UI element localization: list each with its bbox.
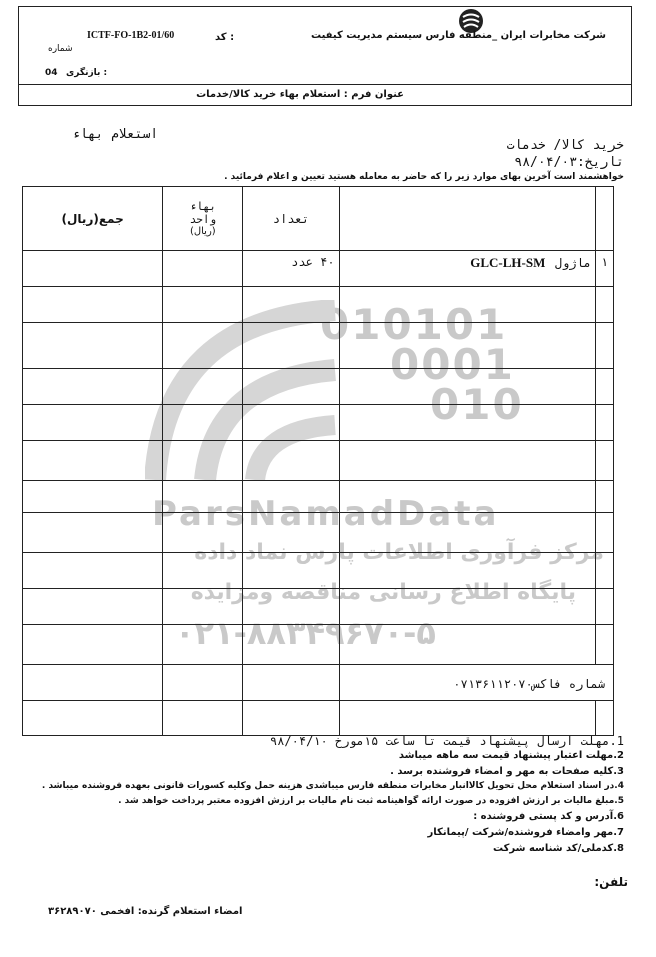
revision-value: 04 — [45, 68, 58, 78]
row1-num: ۱ — [600, 255, 609, 269]
table-row — [23, 553, 614, 589]
row1-qty: ۴۰ عدد — [291, 255, 335, 269]
header-qty: تعداد — [272, 211, 310, 226]
table-row — [23, 323, 614, 369]
table-row — [23, 701, 614, 736]
phone-label: تلفن: — [594, 875, 628, 889]
table-row — [23, 251, 614, 287]
header-unit-price-cell — [163, 187, 243, 251]
row1-total-cell — [23, 251, 163, 287]
table-row — [23, 481, 614, 513]
fax-cell — [339, 665, 613, 701]
note-2: 2.مهلت اعتبار پیشنهاد قیمت سه ماهه میباشد — [398, 750, 624, 761]
note-4: 4.در اسناد استعلام محل تحویل کالاانبار مخابرات منطقه فارس میباشدی هزینه حمل وکلیه کسورات قانونی بعهده فروشنده میباشد . — [41, 781, 624, 791]
watermark-phone: ۰۲۱-۸۸۳۴۹۶۷۰-۵ — [175, 614, 436, 652]
request-text: خواهشمند است آخرین بهای موارد زیر را که حاضر به معامله هستید تعیین و اعلام فرمائید . — [224, 172, 624, 182]
watermark-digits-1: 010101 — [320, 300, 508, 349]
table-row — [23, 405, 614, 441]
watermark-digits-3: 010 — [430, 380, 524, 429]
watermark-brand: ParsNamadData — [152, 494, 500, 534]
row1-qty-cell — [243, 251, 339, 287]
table-row — [23, 589, 614, 625]
purchase-subject: خرید کالا/ خدمات — [506, 138, 624, 153]
row1-desc-model: GLC-LH-SM — [470, 255, 546, 270]
table-row — [23, 287, 614, 323]
row1-num-cell — [595, 251, 613, 287]
header-qty-cell — [243, 187, 339, 251]
form-title: عنوان فرم : استعلام بهاء خرید کالا/خدمات — [196, 89, 404, 100]
watermark-line-2: پایگاه اطلاع رسانی مناقصه ومزایده — [190, 580, 576, 605]
row1-desc-cell — [339, 251, 595, 287]
row1-desc-prefix: ماژول — [554, 256, 591, 270]
row1-unit-price-cell — [163, 251, 243, 287]
signature-line: امضاء استعلام گرنده: افخمی ۳۶۲۸۹۰۷۰ — [48, 906, 243, 917]
header-unit-price-3: (ریال) — [189, 226, 216, 237]
header-unit-price-2: واحد — [189, 213, 217, 226]
header-total: جمع(ریال) — [61, 211, 124, 226]
items-table — [22, 186, 614, 736]
note-7: 7.مهر وامضاء فروشنده/شرکت /پیمانکار — [427, 827, 624, 838]
fax-row — [23, 665, 614, 701]
number-label: شماره — [48, 44, 73, 54]
header-unit-price-1: بهاء — [189, 200, 217, 213]
note-5: 5.مبلغ مالیات بر ارزش افزوده در صورت ارائه گواهینامه ثبت نام مالیات بر ارزش افزوده معتبر پرداخت خواهد شد . — [118, 796, 624, 806]
company-name: شرکت مخابرات ایران _منطقه فارس سیستم مدیریت کیفیت — [311, 30, 606, 41]
page-heading: استعلام بهاء — [72, 127, 159, 142]
watermark-line-1: مرکز فرآوری اطلاعات پارس نماد داده — [194, 540, 604, 565]
header-desc-cell — [339, 187, 595, 251]
table-header-row — [23, 187, 614, 251]
code-label: کد : — [215, 32, 235, 43]
table-row — [23, 441, 614, 481]
note-8: 8.کدملی/کد شناسه شرکت — [493, 843, 624, 854]
header-total-cell — [23, 187, 163, 251]
code-value: ICTF-FO-1B2-01/60 — [87, 30, 175, 41]
header-num-cell — [595, 187, 613, 251]
revision-label: بازنگری : — [66, 68, 108, 78]
header-divider — [18, 84, 632, 85]
table-row — [23, 513, 614, 553]
table-row — [23, 625, 614, 665]
fax-number: شماره فاکس۰۷۱۳۶۱۱۲۰۷۰ — [453, 677, 605, 691]
note-3: 3.کلیه صفحات به مهر و امضاء فروشنده برسد . — [390, 766, 624, 777]
note-6: 6.آدرس و کد پستی فروشنده : — [473, 811, 624, 822]
note-1: 1.مهلت ارسال پیشنهاد قیمت تا ساعت ۱۵مورخ ۹۸/۰۴/۱۰ — [269, 734, 624, 748]
watermark-digits-2: 0001 — [390, 340, 515, 389]
inquiry-date: تاریخ:۹۸/۰۴/۰۳ — [514, 155, 624, 170]
table-row — [23, 369, 614, 405]
